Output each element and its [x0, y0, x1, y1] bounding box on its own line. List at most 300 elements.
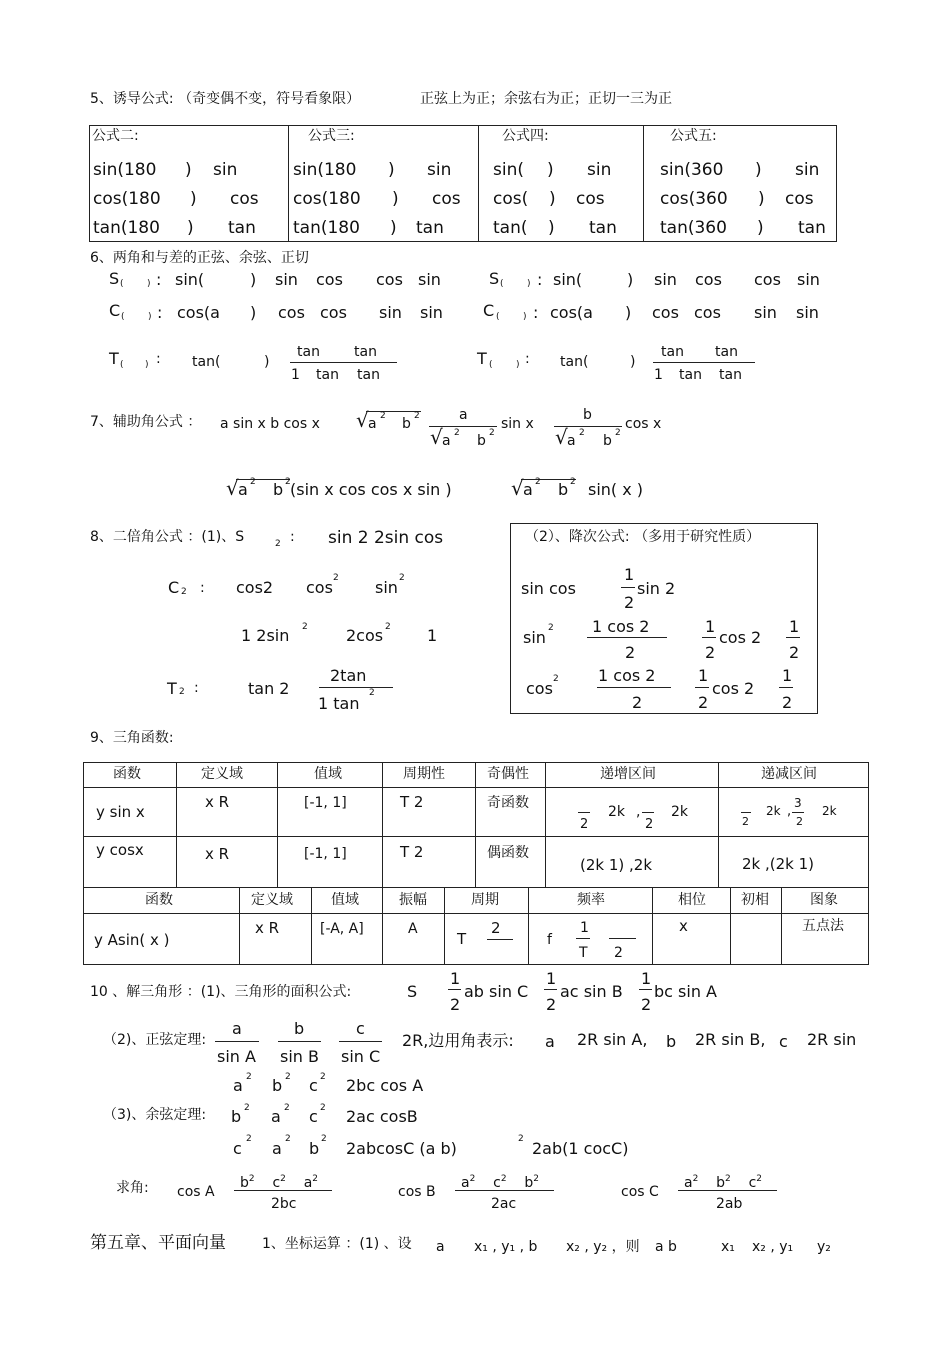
- expr: a: [233, 1076, 243, 1095]
- colon: :: [537, 270, 543, 289]
- exponent: 2: [285, 1072, 291, 1082]
- expr: b: [402, 416, 411, 432]
- exponent: 2: [553, 674, 559, 684]
- expr: cos: [652, 303, 679, 322]
- expr: sin: [275, 270, 298, 289]
- exponent: 2: [284, 1103, 290, 1113]
- exponent: 2: [533, 1174, 540, 1184]
- expr: tan: [357, 367, 380, 383]
- formula-cell: ): [390, 218, 397, 238]
- expr: 1: [291, 367, 300, 383]
- expr: x₁: [721, 1239, 735, 1255]
- exponent: 2: [756, 1174, 763, 1184]
- expr: a: [238, 480, 248, 499]
- expr: a: [523, 480, 533, 499]
- expr: 1: [654, 367, 663, 383]
- formula-cell: tan: [798, 218, 826, 238]
- table-header: 周期性: [403, 766, 445, 782]
- expr: ,: [636, 804, 641, 820]
- formula-cell: ): [757, 218, 764, 238]
- expr: 1: [641, 969, 652, 988]
- expr: cos 2: [719, 628, 762, 647]
- expr: b: [294, 1019, 305, 1038]
- table-cell: x R: [205, 793, 230, 811]
- expr: 2: [625, 643, 636, 662]
- formula-cell: ): [548, 218, 555, 238]
- expr: sin(: [175, 270, 205, 289]
- section-5-heading: 5、诱导公式: （奇变偶不变，符号看象限）: [90, 91, 361, 107]
- fraction-bar: [455, 1190, 554, 1191]
- table-cell: y sin x: [96, 803, 145, 821]
- exponent: 2: [615, 428, 621, 438]
- sqrt-sign: √: [356, 408, 369, 432]
- table-cell: y Asin( x ): [94, 931, 170, 949]
- fraction-bar: [695, 687, 709, 688]
- exponent: 2: [280, 1174, 286, 1184]
- table-cell: x R: [205, 845, 230, 863]
- section-6-heading: 6、两角和与差的正弦、余弦、正切: [90, 250, 309, 266]
- formula-cell: sin: [587, 160, 612, 180]
- power-reduction-box: [510, 523, 818, 714]
- expr: c: [309, 1107, 318, 1126]
- fraction-bar: [544, 989, 557, 990]
- expr: tan: [661, 344, 684, 360]
- expr: b: [231, 1107, 242, 1126]
- exponent: 2: [246, 1134, 252, 1144]
- expr: cos A: [177, 1184, 215, 1200]
- expr: cos: [695, 270, 722, 289]
- expr: sin x: [501, 416, 534, 432]
- formula-cell: sin: [427, 160, 452, 180]
- expr: b: [309, 1139, 320, 1158]
- fraction-bar: [792, 812, 804, 813]
- table-cell: T 2: [400, 843, 424, 861]
- expr: b: [240, 1175, 249, 1191]
- formula-cell: tan(: [493, 218, 528, 238]
- expr: cos: [320, 303, 347, 322]
- fraction-bar: [234, 1190, 332, 1191]
- table-cell: x R: [255, 919, 280, 937]
- exponent: 2: [333, 573, 339, 583]
- formula-cell: sin(: [493, 160, 524, 180]
- formula-cell: sin(180: [293, 160, 357, 180]
- formula-cell: cos(: [493, 189, 529, 209]
- expr: 1: [427, 626, 438, 645]
- expr: sin: [754, 303, 777, 322]
- formula-cell: sin: [795, 160, 820, 180]
- colon: :: [200, 580, 205, 596]
- expr: ): [627, 270, 634, 289]
- paren: ): [145, 360, 149, 370]
- expr: 2R sin: [807, 1030, 857, 1049]
- expr: ): [264, 354, 270, 370]
- fraction-bar: [702, 637, 716, 638]
- expr: cos 2: [712, 679, 755, 698]
- expr: a: [436, 1239, 445, 1255]
- fraction-bar: [215, 1041, 259, 1042]
- colon: :: [290, 529, 295, 545]
- sqrt-bar: [366, 411, 421, 412]
- table-rule: [528, 887, 529, 964]
- expr: ): [250, 270, 257, 289]
- table-rule: [277, 762, 278, 887]
- table-rule: [781, 887, 782, 964]
- expr: sin( x ): [588, 480, 644, 499]
- table-cell: 2: [614, 945, 623, 961]
- formula-cell: cos: [785, 189, 814, 209]
- table-rule: [83, 913, 868, 914]
- fraction-bar: [278, 1041, 321, 1042]
- exponent: 2: [321, 1134, 327, 1144]
- expr: sin 2 2sin cos: [328, 528, 444, 548]
- expr: 1 cos 2: [592, 617, 650, 636]
- expr: b: [558, 480, 569, 499]
- expr: 2ab: [716, 1196, 743, 1212]
- table-divider: [643, 125, 644, 241]
- expr: cos C: [621, 1184, 659, 1200]
- symbol-C: C: [168, 578, 180, 597]
- expr: 2: [782, 693, 793, 712]
- section-10-heading: 10 、解三角形 ：(1)、三角形的面积公式:: [90, 984, 352, 1000]
- expr: 2: [742, 815, 749, 828]
- exponent: 2: [380, 411, 386, 421]
- table-cell: T 2: [400, 793, 424, 811]
- paren: (: [489, 360, 493, 370]
- fraction-bar: [290, 362, 397, 363]
- table-header: 递减区间: [761, 766, 817, 782]
- formula-cell: sin(360: [660, 160, 724, 180]
- formula-cell: ): [758, 189, 765, 209]
- formula-cell: cos(180: [93, 189, 161, 209]
- expr: a: [272, 1139, 282, 1158]
- expr: 2ac: [491, 1196, 517, 1212]
- expr: 2: [698, 693, 709, 712]
- expr: a: [459, 407, 468, 423]
- table-rule: [311, 887, 312, 964]
- expr: 2: [705, 643, 716, 662]
- exponent: 2: [399, 573, 405, 583]
- table-cell: y cosx: [96, 841, 144, 859]
- section-5-mnemonic: 正弦上为正；余弦右为正；正切一三为正: [420, 91, 672, 107]
- table-header: 周期: [471, 892, 499, 908]
- expr: a b: [655, 1239, 677, 1255]
- exponent: 2: [570, 477, 576, 487]
- expr: b: [477, 433, 486, 449]
- expr: tan: [297, 344, 320, 360]
- formula-cell: cos(180: [293, 189, 361, 209]
- formula-cell: ): [549, 189, 556, 209]
- exponent: 2: [579, 428, 585, 438]
- expr: b: [666, 1032, 677, 1051]
- expr: 1: [782, 666, 793, 685]
- table-rule: [730, 887, 731, 964]
- table-divider: [478, 125, 479, 241]
- expr: y₂: [817, 1239, 831, 1255]
- expr: 2k: [608, 804, 626, 820]
- fraction-bar: [621, 587, 635, 588]
- expr: sin 2: [637, 579, 676, 598]
- fraction-bar: [597, 687, 671, 688]
- expr: sin A: [217, 1047, 256, 1066]
- fraction-bar: [779, 687, 793, 688]
- fraction-bar: [587, 637, 667, 638]
- fraction-bar: [741, 812, 751, 813]
- table-rule: [475, 762, 476, 887]
- table-cell: 2: [491, 919, 501, 937]
- formula-cell: tan(180: [93, 218, 160, 238]
- fraction-bar: [642, 812, 654, 813]
- expr: x₂ , y₁: [752, 1239, 794, 1255]
- formula-cell: cos: [576, 189, 605, 209]
- expr: 2ab(1 cocC): [532, 1139, 629, 1158]
- law-of-sines-label: （2)、正弦定理:: [103, 1032, 207, 1048]
- expr: sin: [418, 270, 441, 289]
- expr: tan: [719, 367, 742, 383]
- subscript: 2: [179, 687, 185, 697]
- expr: cos x: [625, 416, 662, 432]
- formula-cell: tan(360: [660, 218, 727, 238]
- expr: ab sin C: [464, 982, 529, 1001]
- paren: ): [527, 279, 531, 289]
- table-rule: [176, 762, 177, 887]
- symbol-C: C: [109, 301, 121, 320]
- expr: 2bc: [271, 1196, 297, 1212]
- expr: 2R sin A,: [577, 1030, 648, 1049]
- expr: 2abcosC (a b): [346, 1139, 457, 1158]
- expr: a: [368, 416, 377, 432]
- expr: 1: [546, 969, 557, 988]
- expr: ): [625, 303, 632, 322]
- paren: (: [120, 279, 124, 289]
- exponent: 2: [469, 1174, 476, 1184]
- fraction-bar: [319, 687, 393, 688]
- table-header: 定义域: [251, 892, 293, 908]
- expr: ): [630, 354, 636, 370]
- formula-cell: ): [185, 160, 192, 180]
- expr: a: [303, 1175, 313, 1191]
- exponent: 2: [285, 1134, 291, 1144]
- paren: (: [120, 360, 124, 370]
- expr: b: [272, 1076, 283, 1095]
- expr: a: [271, 1107, 281, 1126]
- expr: tan(: [560, 354, 589, 370]
- formula-cell: ): [547, 160, 554, 180]
- expr: b: [273, 480, 284, 499]
- expr: [461, 1175, 539, 1190]
- expr: cos: [754, 270, 781, 289]
- expr: a: [232, 1019, 242, 1038]
- expr: a: [545, 1032, 555, 1051]
- formula-cell: tan(180: [293, 218, 360, 238]
- exponent: 2: [248, 1174, 255, 1184]
- chapter-5-text: 1、坐标运算 ：(1) 、设: [262, 1236, 412, 1252]
- table-header: 相位: [678, 892, 706, 908]
- formula-cell: sin(180: [93, 160, 157, 180]
- expr: cos: [278, 303, 305, 322]
- expr: 2: [624, 593, 635, 612]
- table-cell: x: [679, 917, 688, 935]
- expr: tan: [715, 344, 738, 360]
- colon: :: [533, 303, 539, 322]
- table-cell: [-1, 1]: [304, 846, 347, 862]
- expr: tan 2: [248, 679, 290, 698]
- fraction-bar: [678, 1190, 777, 1191]
- formula-cell: ): [190, 189, 197, 209]
- table-header: 图象: [810, 892, 838, 908]
- sqrt-sign: √: [555, 425, 568, 449]
- expr: tan(: [192, 354, 221, 370]
- find-angle-label: 求角:: [116, 1180, 149, 1196]
- fraction-bar: [639, 989, 652, 990]
- fraction-bar: [653, 362, 755, 363]
- expr: tan: [354, 344, 377, 360]
- formula-cell: tan: [228, 218, 256, 238]
- formula-cell: sin: [213, 160, 238, 180]
- formula-3-title: 公式三:: [308, 128, 355, 144]
- expr: bc sin A: [654, 982, 717, 1001]
- expr: sin B: [280, 1047, 319, 1066]
- table-rule: [718, 762, 719, 887]
- colon: :: [156, 351, 161, 367]
- expr: 2ac cosB: [346, 1107, 418, 1126]
- table-rule: [239, 887, 240, 964]
- table-header: 值域: [331, 892, 359, 908]
- paren: ): [516, 360, 520, 370]
- paren: ): [523, 312, 527, 322]
- expr: 2R,边用角表示:: [402, 1031, 514, 1050]
- table-cell: T: [579, 945, 588, 961]
- table-cell: 奇函数: [487, 795, 529, 811]
- formula-cell: cos: [432, 189, 461, 209]
- expr: [240, 1175, 318, 1190]
- paren: (: [121, 312, 125, 322]
- table-cell: [-A, A]: [320, 921, 364, 937]
- expr: x₂ , y₂ ，则: [566, 1239, 640, 1255]
- fraction-bar: [609, 938, 636, 939]
- exponent: 2: [500, 1174, 507, 1184]
- expr: a sin x b cos x: [220, 416, 320, 432]
- expr: sin: [796, 303, 819, 322]
- exponent: 2: [548, 623, 554, 633]
- expr: a: [567, 433, 576, 449]
- expr: x₁ , y₁ , b: [474, 1239, 538, 1255]
- formula-5-title: 公式五:: [670, 128, 717, 144]
- expr: b: [603, 433, 612, 449]
- expr: 2: [645, 817, 654, 832]
- expr: sin(: [553, 270, 583, 289]
- box-title: （2）、降次公式: （多用于研究性质）: [525, 529, 761, 545]
- expr: sin: [379, 303, 402, 322]
- expr: c: [272, 1175, 281, 1191]
- exponent: 2: [725, 1174, 731, 1184]
- table-header: 频率: [577, 892, 605, 908]
- formula-cell: ): [755, 160, 762, 180]
- table-rule: [382, 887, 383, 964]
- expr: 2k ,(2k 1): [742, 855, 815, 873]
- exponent: 2: [312, 1174, 319, 1184]
- colon: :: [525, 351, 530, 367]
- expr: 2cos: [346, 626, 384, 645]
- expr: 2tan: [330, 666, 367, 685]
- expr: 2: [450, 995, 461, 1014]
- table-rule: [652, 887, 653, 964]
- expr: 3: [794, 796, 802, 810]
- subscript: 2: [275, 539, 281, 549]
- symbol-T: T: [167, 679, 177, 698]
- chapter-5-title: 第五章、平面向量: [90, 1233, 226, 1253]
- table-header: 递增区间: [600, 766, 656, 782]
- expr: a: [684, 1175, 693, 1191]
- expr: ,: [787, 804, 792, 819]
- formula-cell: ): [388, 160, 395, 180]
- fraction-bar: [576, 938, 590, 939]
- table-cell: 偶函数: [487, 845, 529, 861]
- fraction-bar: [339, 1041, 382, 1042]
- expr: c: [356, 1019, 365, 1038]
- exponent: 2: [692, 1174, 699, 1184]
- table-cell: [-1, 1]: [304, 795, 347, 811]
- table-header: 函数: [113, 766, 141, 782]
- table-header: 定义域: [201, 766, 243, 782]
- expr: tan: [679, 367, 702, 383]
- colon: :: [194, 680, 199, 696]
- formula-cell: tan: [416, 218, 444, 238]
- exponent: 2: [369, 688, 375, 698]
- expr: 2: [632, 693, 643, 712]
- formula-cell: tan: [589, 218, 617, 238]
- expr: 2: [546, 995, 557, 1014]
- formula-4-title: 公式四:: [502, 128, 549, 144]
- fraction-bar: [578, 812, 590, 813]
- section-9-heading: 9、三角函数:: [90, 730, 174, 746]
- expr: 2bc cos A: [346, 1076, 424, 1095]
- expr: S: [407, 982, 418, 1001]
- expr: sin: [375, 578, 398, 597]
- table-divider: [288, 125, 289, 241]
- expr: 1: [450, 969, 461, 988]
- paren: (: [496, 312, 500, 322]
- expr: sin cos: [521, 579, 576, 598]
- expr: b: [583, 407, 592, 423]
- expr: 2: [580, 817, 589, 832]
- exponent: 2: [244, 1103, 250, 1113]
- fraction-bar: [786, 637, 800, 638]
- expr: cos: [316, 270, 343, 289]
- expr: 1 cos 2: [598, 666, 656, 685]
- table-header: 值域: [314, 766, 342, 782]
- table-header: 振幅: [399, 892, 427, 908]
- expr: 1: [698, 666, 709, 685]
- expr: b: [524, 1175, 534, 1191]
- expr: 1: [705, 617, 716, 636]
- table-rule: [382, 762, 383, 887]
- table-rule: [444, 887, 445, 964]
- expr: c: [493, 1175, 501, 1191]
- symbol-S: S: [489, 269, 500, 288]
- expr: cos(a: [550, 303, 593, 322]
- expr: sin: [797, 270, 820, 289]
- sqrt-sign: √: [511, 476, 524, 500]
- formula-2-title: 公式二:: [92, 128, 139, 144]
- paren: ): [148, 312, 152, 322]
- section-7-heading: 7、辅助角公式 ：: [90, 414, 202, 430]
- expr: 1: [789, 617, 800, 636]
- expr: sin: [654, 270, 677, 289]
- exponent: 2: [320, 1103, 326, 1113]
- colon: :: [157, 303, 163, 322]
- expr: sin: [420, 303, 443, 322]
- expr: sin C: [341, 1047, 381, 1066]
